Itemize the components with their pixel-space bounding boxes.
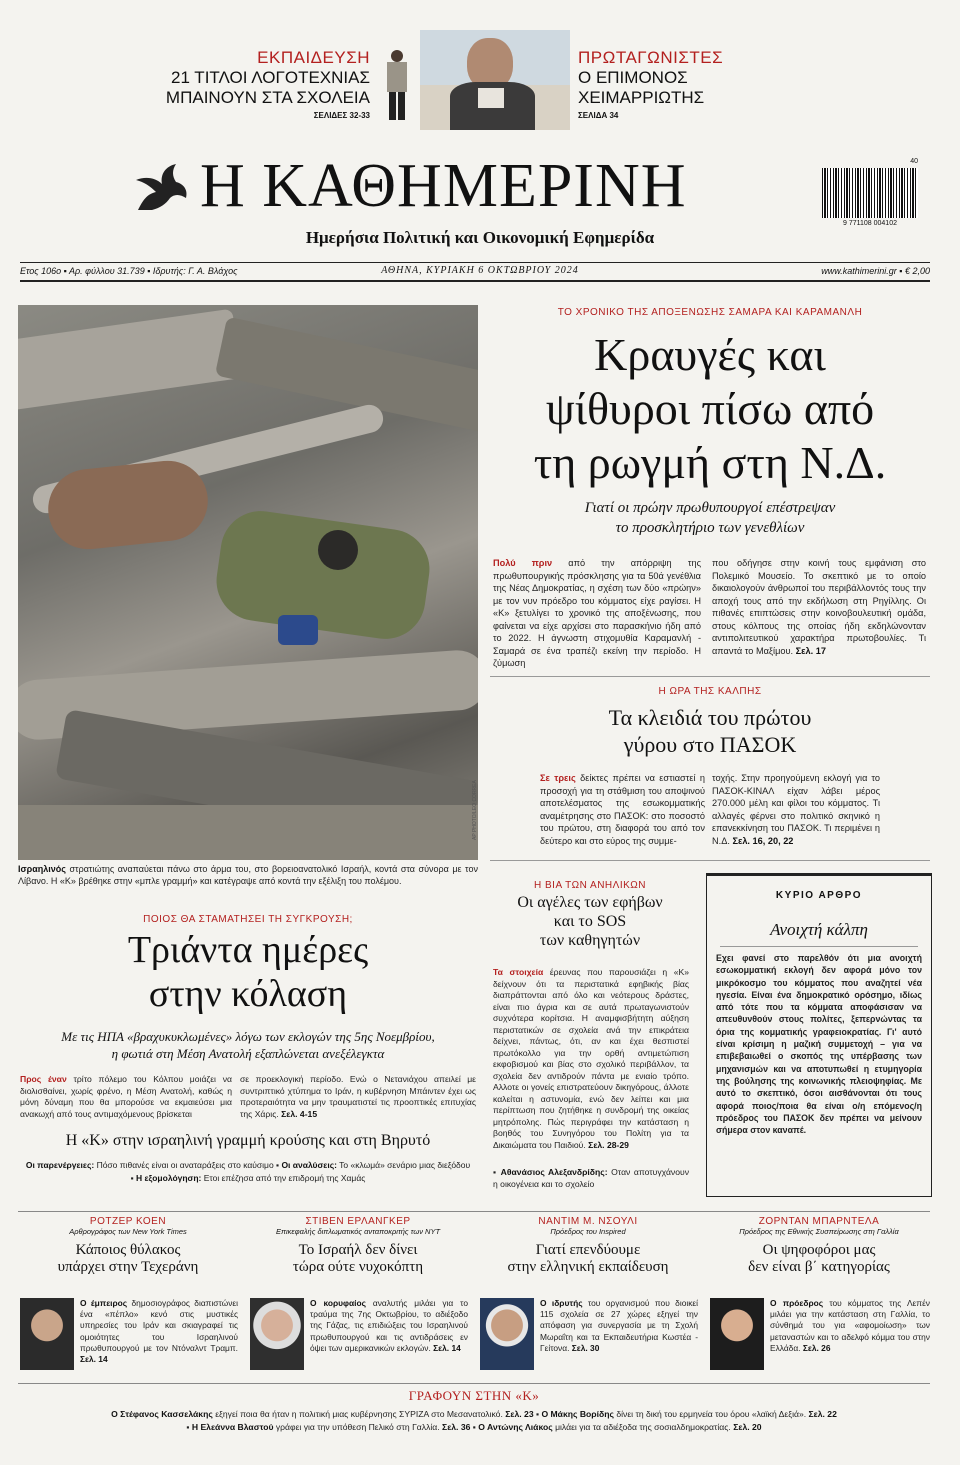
teaser-left-line2: ΜΠΑΙΝΟΥΝ ΣΤΑ ΣΧΟΛΕΙΑ: [165, 88, 370, 107]
story-youth-headline-3: των καθηγητών: [539, 932, 641, 949]
teaser-left-pages: ΣΕΛΙΔΕΣ 32-33: [313, 111, 370, 120]
story-youth-kicker: Η ΒΙΑ ΤΩΝ ΑΝΗΛΙΚΩΝ: [534, 880, 646, 891]
teaser-right-pages: ΣΕΛΙΔΑ 34: [578, 111, 619, 120]
opinion-body-text: δημοσιογράφος διαπιστώνει ένα «πέπλο» κενό στις μυστικές υπηρεσίες του Ιράν και σκιαγραφεί τις ομοιότητες του Ισραηλινού πρωθυπουργού με τον Ντόναλντ Τραμπ.: [80, 1298, 238, 1353]
story-nd-headline-2: ψίθυροι πίσω από: [545, 383, 875, 434]
opinion-title-1: Οι ψηφοφόροι μας: [762, 1242, 876, 1258]
story-youth-ref[interactable]: Σελ. 28-29: [588, 1139, 629, 1150]
opinion-body: [80, 1298, 238, 1365]
lead-photo[interactable]: [18, 305, 478, 860]
story-pasok-headline-1: Τα κλειδιά του πρώτου: [608, 705, 812, 730]
story-war-links-1[interactable]: Οι παρενέργειες: Πόσο πιθανές είναι οι αναταράξεις στο καύσιμο ▪ Οι αναλύσεις: Το «κλωμά» σενάριο μιας διεξόδου: [25, 1160, 471, 1170]
barcode: [822, 158, 918, 232]
opinion-title-1: Κάποιος θύλακος: [75, 1242, 181, 1258]
story-war-links1-a: Πόσο πιθανές είναι οι αναταράξεις στο καύσιμο: [94, 1160, 274, 1170]
story-war-links2: Ετοι επέζησα από την επιδρομή της Χαμάς: [201, 1173, 366, 1183]
opinion-role: Επικεφαλής διπλωματικός ανταποκριτής των NYT: [275, 1227, 441, 1236]
story-pasok-headline[interactable]: [490, 704, 930, 758]
story-war-links1-b-bold: Οι αναλύσεις:: [281, 1160, 337, 1170]
story-war-col2: [240, 1074, 476, 1120]
opinion-title-2: τώρα ούτε νυχοκόπτη: [292, 1259, 424, 1275]
story-nd-headline-3: τη ρωγμή στη Ν.Δ.: [533, 437, 887, 488]
opinion-body: [770, 1298, 930, 1354]
story-pasok-col2: [712, 772, 880, 847]
story-nd-deck: [490, 498, 930, 538]
opinion-card[interactable]: [18, 1216, 238, 1376]
teaser-right[interactable]: [578, 48, 808, 120]
story-pasok-lead: Σε τρεις: [540, 773, 576, 783]
story-nd-divider: [490, 676, 930, 677]
opinion-lead: Ο κορυφαίος: [310, 1298, 366, 1308]
masthead-rule-bottom: [20, 280, 930, 282]
story-war-headline[interactable]: [18, 928, 478, 1016]
story-war-deck-1: Με τις ΗΠΑ «βραχυκυκλωμένες» λόγω των εκλογών της 5ης Νοεμβρίου,: [61, 1029, 435, 1044]
footer-heading: ΓΡΑΦΟΥΝ ΣΤΗΝ «Κ»: [408, 1388, 540, 1403]
footer-line-1[interactable]: Ο Στέφανος Κασσελάκης εξηγεί ποια θα ήταν η πολιτική μιας κυβέρνησης ΣΥΡΙΖΑ στο Μεσανατολικό. Σελ. 23 ▪ Ο Μάκης Βορίδης δίνει τη δική του ερμηνεία του όρου «λαϊκή Δεξιά». Σελ. 22: [111, 1409, 837, 1419]
footer-l1a-ref[interactable]: Σελ. 23: [505, 1409, 534, 1419]
opinion-body: [310, 1298, 468, 1354]
teaser-left[interactable]: [140, 48, 370, 120]
masthead-info-left: Ετος 106ο ▪ Αρ. φύλλου 31.739 ▪ Ιδρυτής: Γ. Α. Βλάχος: [20, 266, 238, 276]
footer-l2a-ref[interactable]: Σελ. 36: [442, 1422, 471, 1432]
opinion-author: ΝΑΝΤΙΜ Μ. ΝΣΟΥΛΙ: [538, 1216, 638, 1227]
story-war-kicker: ΠΟΙΟΣ ΘΑ ΣΤΑΜΑΤΗΣΕΙ ΤΗ ΣΥΓΚΡΟΥΣΗ;: [143, 914, 353, 925]
opinion-title-2: υπάρχει στην Τεχεράνη: [57, 1259, 199, 1275]
barcode-issue: 40: [910, 158, 918, 165]
story-war-links1-a-bold: Οι παρενέργειες:: [25, 1160, 95, 1170]
teaser-right-section: ΠΡΩΤΑΓΩΝΙΣΤΕΣ: [578, 48, 724, 67]
story-nd-headline-1: Κραυγές και: [594, 329, 826, 380]
opinion-lead: Ο πρόεδρος: [770, 1298, 824, 1308]
story-nd-col2: [712, 557, 926, 657]
opinion-body-text: αναλυτής μιλάει για το τραύμα της 7ης Οκτωβρίου, το αδιέξοδο της Γάζας, τις επιδιώξεις του Ισραηλινού πρωθυπουργού και τις αντιδράσεις εν όψει των αμερικανικών εκλογών.: [310, 1298, 469, 1353]
story-nd-deck-1: Γιατί οι πρώην πρωθυπουργοί επέστρεψαν: [584, 500, 836, 516]
story-nd-deck-2: το προσκλητήριο των γενεθλίων: [615, 520, 805, 536]
opinions-rule: [18, 1211, 930, 1212]
story-youth-related-bold: Αθανάσιος Αλεξανδρίδης:: [500, 1167, 608, 1177]
story-war-subhead[interactable]: Η «Κ» στην ισραηλινή γραμμή κρούσης και στη Βηρυτό: [65, 1132, 431, 1149]
story-youth-body: [493, 967, 689, 1151]
opinion-card[interactable]: [478, 1216, 698, 1376]
opinion-body-text: του οργανισμού που διοικεί 115 σχολεία σε 27 χώρες εξηγεί την απόφαση για συνεργασία με τη Σχολή Μωραΐτη και τα Εκπαιδευτήρια Κωστέα - Γείτονα.: [540, 1298, 699, 1353]
story-youth-headline-2: και το SOS: [553, 913, 627, 930]
story-war-col1: [20, 1074, 232, 1120]
footer-l2b-bold: Ο Αντώνης Λιάκος: [478, 1422, 553, 1432]
story-war-links-2[interactable]: ▪ Η εξομολόγηση: Ετοι επέζησα από την επιδρομή της Χαμάς: [130, 1173, 366, 1183]
masthead-date: ΑΘΗΝΑ, ΚΥΡΙΑΚΗ 6 ΟΚΤΩΒΡΙΟΥ 2024: [381, 265, 579, 276]
opinion-body: [540, 1298, 698, 1354]
editorial-divider: [720, 946, 918, 947]
story-nd-headline[interactable]: [490, 328, 930, 490]
footer-l1a: εξηγεί ποια θα ήταν η πολιτική μιας κυβέρνησης ΣΥΡΙΖΑ στο Μεσανατολικό.: [212, 1409, 503, 1419]
footer-l1b-bold: Ο Μάκης Βορίδης: [541, 1409, 614, 1419]
lead-photo-credit: AP PHOTO/LEO CORREA: [472, 780, 478, 840]
story-war-links2-bold: Η εξομολόγηση:: [136, 1173, 202, 1183]
story-youth-headline-1: Οι αγέλες των εφήβων: [517, 894, 663, 911]
teaser-left-line1: 21 ΤΙΤΛΟΙ ΛΟΓΟΤΕΧΝΙΑΣ: [170, 68, 370, 87]
masthead-logo-griffin-icon: [130, 160, 192, 216]
opinion-author: ΡΟΤΖΕΡ ΚΟΕΝ: [89, 1216, 167, 1227]
opinion-body-text: του κόμματος της Λεπέν μιλάει για την κατάσταση στη Γαλλία, το σύνθημά του για «αφομοίωση» των μεταναστών και το αδελφό κόμμα του στην Ελλάδα.: [770, 1298, 930, 1353]
story-nd-col2-text: που οδήγησε στην κοινή τους εμφάνιση στο Πολεμικό Μουσείο. Το σκεπτικό με το οποίο δικαιολογούν άνθρωποί του περιβάλλοντός τους την αποχή τους από την εκδήλωση στη Ρηγίλλης. Οι πιθανές επιπτώσεις στην κοινοβουλευτική ομάδα, στους κόλπους της οποίας ήδη εκδηλώνονταν αντιπολιτευτικού χαρακτήρα πρωτοβουλίες. Τι απαντά το Μαξίμου.: [712, 558, 926, 656]
footer-l1b-ref[interactable]: Σελ. 22: [808, 1409, 837, 1419]
story-nd-lead: Πολύ πριν: [493, 558, 553, 568]
story-pasok-col1-text: δείκτες πρέπει να εστιαστεί η προσοχή για τη στάθμιση του αποψινού αποτελέσματος της εσωκομματικής αναμέτρησης στο ΠΑΣΟΚ: στο ποσοστό του πρώτου, στη διαφορά του από τον δεύτερο και στο εύρος της συμμε-: [540, 773, 705, 846]
story-pasok-ref[interactable]: Σελ. 16, 20, 22: [732, 835, 794, 846]
lead-photo-caption: [18, 863, 478, 887]
opinion-title-1: Το Ισραήλ δεν δίνει: [298, 1242, 418, 1258]
footer-l2b-ref[interactable]: Σελ. 20: [733, 1422, 762, 1432]
editorial-body: Εχει φανεί στο παρελθόν ότι μια ανοιχτή εσωκομματική εκλογή δεν αφορά μόνο τον μικρόκοσμο του κόμματος που αναζητεί νέα ηγεσία. Είναι ένα δημοκρατικό ορόσημο, ιδίως από τότε που τα κόμματα αποφάσισαν να απευθυνθούν στους πολίτες, ξεπερνώντας τα όρια της κομματικής γραφειοκρατίας. Γι' αυτό είναι κρίσιμη η μαζική συμμετοχή – για να επιβεβαιωθεί ο σκοπός της υπέρβασης των μηχανισμών και να αποτυπωθεί η ετυμηγορία της βούλησης της κοινωνικής πλειοψηφίας. Με αυτό το σκεπτικό, όσοι αισθάνονται ότι τους αφορά ποιος/ποια θα είναι ο/η επόμενος/η πρόεδρος του ΠΑΣΟΚ δεν πρέπει να μείνουν σήμερα στον καναπέ.: [716, 953, 922, 1136]
teaser-right-line2: ΧΕΙΜΑΡΡΙΩΤΗΣ: [578, 88, 705, 107]
opinion-portrait: [710, 1298, 764, 1370]
opinion-ref[interactable]: Σελ. 26: [802, 1342, 831, 1353]
opinion-title-2: στην ελληνική εκπαίδευση: [507, 1259, 669, 1275]
story-nd-ref[interactable]: Σελ. 17: [795, 645, 826, 656]
story-pasok-headline-2: γύρου στο ΠΑΣΟΚ: [623, 732, 797, 757]
story-nd-col1: [493, 557, 701, 670]
story-youth-headline[interactable]: [490, 893, 690, 950]
editorial-title[interactable]: Ανοιχτή κάλπη: [770, 920, 868, 939]
story-war-headline-1: Τριάντα ημέρες: [127, 929, 369, 971]
story-war-col2-text: σε προεκλογική περίοδο. Ενώ ο Νετανιάχου απειλεί με συντριπτικό χτύπημα το Ιράν, η κυβέρνηση Μπάιντεν έχει ως προτεραιότητα να μην τραυματιστεί τις προοπτικές επιτυχίας της Χάρις.: [240, 1074, 476, 1119]
barcode-number: 9 771108 004102: [843, 220, 897, 227]
masthead-subtitle: Ημερήσια Πολιτική και Οικονομική Εφημερίδα: [305, 228, 655, 247]
lead-photo-caption-bold: Ισραηλινός: [18, 864, 66, 874]
story-pasok-kicker: Η ΩΡΑ ΤΗΣ ΚΑΛΠΗΣ: [658, 686, 762, 697]
opinion-ref[interactable]: Σελ. 30: [571, 1342, 600, 1353]
opinion-lead: Ο ιδρυτής: [540, 1298, 583, 1308]
opinion-role: Πρόεδρος του Inspired: [550, 1227, 626, 1236]
story-youth-related-text: Οταν αποτυγχάνουν η οικογένεια και το σχολείο: [493, 1167, 689, 1189]
opinion-author: ΖΟΡΝΤΑΝ ΜΠΑΡΝΤΕΛΑ: [758, 1216, 880, 1227]
footer-l2a: γράφει για την υπόθεση Πελικό στη Γαλλία.: [273, 1422, 440, 1432]
masthead-info-right: www.kathimerini.gr ▪ € 2,00: [821, 266, 930, 276]
story-nd-col1-text: από την απόρριψη της πρωθυπουργικής πρόσκλησης για τα 50ά γενέθλια της Νέας Δημοκρατίας, η σχέση των δύο «πρώην» με τον νυν πρόεδρο του κόμματος είχε ραγίσει. Η «Κ» ξετυλίγει το χρονικό της αποξένωσης, που φαίνεται να είχε αρχίσει στο παρασκήνιο ήδη από το 2022. Η άγνωστη στιχομυθία Καραμανλή - Σαμαρά σε ένα τραπέζι εκείνη την περίοδο. Η ζύμωση: [493, 558, 701, 668]
story-war-deck-2: η φωτιά στη Μέση Ανατολή εξαπλώνεται ανεξέλεγκτα: [111, 1046, 385, 1061]
footer-rule: [18, 1383, 930, 1384]
masthead-rule-top: [20, 262, 930, 263]
story-war-deck: [18, 1028, 478, 1062]
masthead-title[interactable]: Η ΚΑΘΗΜΕΡΙΝΗ: [200, 152, 687, 220]
opinion-ref[interactable]: Σελ. 14: [433, 1342, 461, 1353]
opinion-card[interactable]: [708, 1216, 930, 1376]
opinion-card[interactable]: [248, 1216, 468, 1376]
story-pasok-col2-text: τοχής. Στην προηγούμενη εκλογή για το ΠΑΣΟΚ-ΚΙΝΑΛ είχαν λάβει μέρος 270.000 μέλη και φίλοι του κόμματος. Τι αλλαγές φέρνει στο πολιτικό σκηνικό η επανεκκίνηση του ΠΑΣΟΚ. Τι περιμένει η Ν.Δ.: [712, 773, 880, 846]
footer-l1b: δίνει τη δική του ερμηνεία του όρου «λαϊκή Δεξιά».: [613, 1409, 807, 1419]
story-war-links1-b: Το «κλωμά» σενάριο μιας διεξόδου: [336, 1160, 471, 1170]
teaser-right-line1: Ο ΕΠΙΜΟΝΟΣ: [578, 68, 688, 87]
editorial-label: ΚΥΡΙΟ ΑΡΘΡΟ: [775, 890, 863, 901]
opinion-title-2: δεν είναι β΄ κατηγορίας: [748, 1259, 890, 1275]
opinion-portrait: [480, 1298, 534, 1370]
story-youth-related[interactable]: ▪ Αθανάσιος Αλεξανδρίδης: Οταν αποτυγχάνουν η οικογένεια και το σχολείο: [493, 1167, 689, 1189]
story-war-col1-text: τρίτο πόλεμο του Κόλπου μοιάζει να διολισθαίνει, χωρίς φρένο, η Μέση Ανατολή, καθώς η μόνη δύναμη που θα μπορούσε να εκμαιεύσει μια ανακωχή από τους αντιμαχόμενους βρίσκεται: [20, 1074, 232, 1119]
footer-l2b: μιλάει για τα αδιέξοδα της σοσιαλδημοκρατίας.: [552, 1422, 731, 1432]
footer-line-2[interactable]: ▪ Η Ελεάννα Βλαστού γράφει για την υπόθεση Πελικό στη Γαλλία. Σελ. 36 ▪ Ο Αντώνης Λιάκος μιλάει για τα αδιέξοδα της σοσιαλδημοκρατίας. Σελ. 20: [186, 1422, 762, 1432]
opinion-portrait: [250, 1298, 304, 1370]
teaser-photo-woman: [383, 50, 411, 120]
story-nd-kicker: ΤΟ ΧΡΟΝΙΚΟ ΤΗΣ ΑΠΟΞΕΝΩΣΗΣ ΣΑΜΑΡΑ ΚΑΙ ΚΑΡΑΜΑΝΛΗ: [557, 307, 863, 318]
opinion-title-1: Γιατί επενδύουμε: [535, 1242, 641, 1258]
story-youth-lead: Τα στοιχεία: [493, 967, 544, 977]
opinion-role: Πρόεδρος της Εθνικής Συσπείρωσης στη Γαλλία: [739, 1227, 899, 1236]
footer-l2a-bold: Η Ελεάννα Βλαστού: [191, 1422, 274, 1432]
story-war-lead: Προς έναν: [20, 1074, 67, 1084]
story-youth-body-text: έρευνας που παρουσιάζει η «Κ» δείχνουν ότι τα περιστατικά εφηβικής βίας διαπράττονται από όλο και νεότερους δράστες, είναι πιο άγρια και σε αυτά πρωταγωνιστούν συχνότερα κορίτσια. Η αναμφισβήτητη αύξηση περιστατικών σε σχολεία ανά την επικράτεια δείχνει, πάντως, ότι, αν και έχει θεσπιστεί πρωτόκολλο για την ορθή αντιμετώπιση εκφοβισμού και βίας στο σχολικό περιβάλλον, τα σχολεία δεν αντιδρούν πάντα με ενιαίο τρόπο. Αλλοτε οι γονείς επιστρατεύουν δικηγόρους, άλλοτε καλείται η αστυνομία, ενώ δεν λείπει και μια περίπτωση που ζητήθηκε η συνδρομή της οικείας μητρόπολης. Πώς περιγράφει την κατάσταση η βοηθός του Συνηγόρου του Πολίτη για τα Δικαιώματα του Παιδιού.: [493, 967, 689, 1150]
story-pasok-col1: [540, 772, 705, 847]
opinion-role: Αρθρογράφος των New York Times: [69, 1227, 187, 1236]
opinion-ref[interactable]: Σελ. 14: [80, 1354, 108, 1365]
teaser-left-section: ΕΚΠΑΙΔΕΥΣΗ: [257, 48, 370, 67]
opinion-lead: Ο έμπειρος: [80, 1298, 128, 1308]
opinion-author: ΣΤΙΒΕΝ ΕΡΛΑΝΓΚΕΡ: [305, 1216, 411, 1227]
story-war-ref[interactable]: Σελ. 4-15: [281, 1108, 318, 1119]
opinion-portrait: [20, 1298, 74, 1370]
story-war-headline-2: στην κόλαση: [148, 973, 348, 1015]
teaser-photo-man: [420, 30, 570, 130]
lead-photo-caption-text: στρατιώτης αναπαύεται πάνω στο άρμα του, στο βορειοανατολικό Ισραήλ, κοντά στα σύνορα με τον Λίβανο. Η «Κ» βρέθηκε στην «μπλε γραμμή» και κατέγραψε από κοντά την εξέλιξη του πολέμου.: [18, 864, 478, 886]
story-pasok-divider: [490, 860, 930, 861]
footer-l1a-bold: Ο Στέφανος Κασσελάκης: [111, 1409, 213, 1419]
